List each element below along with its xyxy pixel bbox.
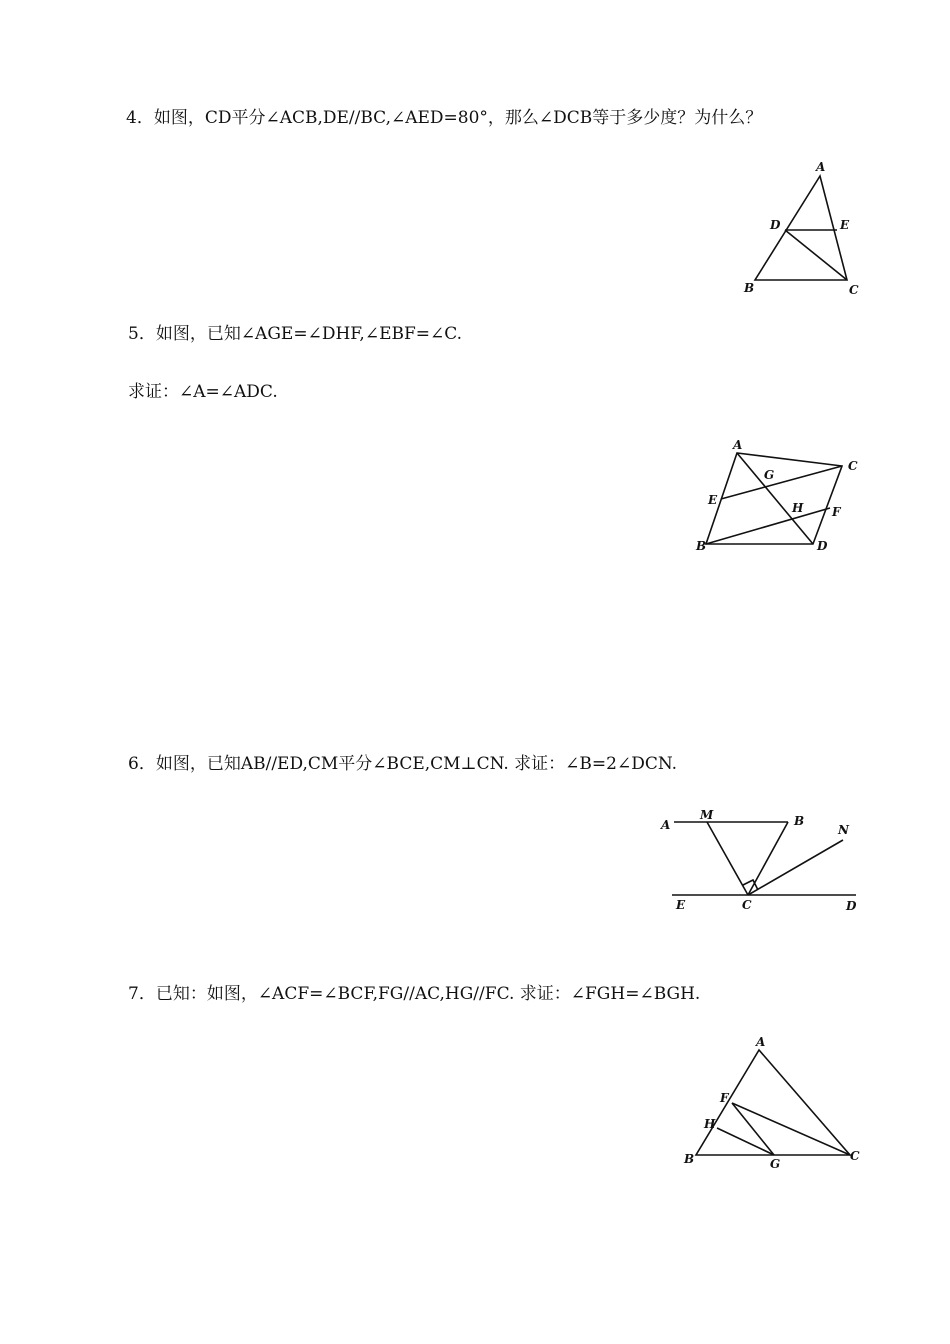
problem-5-text: 5．如图，已知∠AGE=∠DHF,∠EBF=∠C.: [128, 324, 463, 344]
parallel-lines-figure-6: [656, 805, 866, 915]
label-e: E: [676, 898, 686, 912]
problem-7-text: 7．已知：如图，∠ACF=∠BCF,FG//AC,HG//FC. 求证：∠FGH=∠BGH.: [128, 984, 701, 1004]
label-a: A: [816, 160, 826, 174]
label-n: N: [838, 823, 849, 837]
problem-5-figure: [690, 436, 870, 561]
label-a: A: [756, 1035, 766, 1049]
label-b: B: [744, 281, 755, 295]
segment-bf: [706, 508, 830, 544]
label-d: D: [770, 218, 781, 232]
segment-fc: [732, 1103, 850, 1155]
label-m: M: [700, 808, 714, 822]
segment-mc: [707, 822, 748, 895]
triangle-figure-7: [680, 1032, 870, 1172]
problem-7-figure: [680, 1032, 870, 1172]
triangle-figure-4: [730, 150, 880, 310]
label-b: B: [794, 814, 805, 828]
triangle-abc: [755, 176, 847, 280]
label-h: H: [704, 1117, 716, 1131]
problem-4-text: 4．如图，CD平分∠ACB,DE//BC,∠AED=80°，那么∠DCB等于多少度？为什么？: [126, 108, 763, 128]
label-d: D: [846, 899, 857, 913]
problem-5-prove: 求证：∠A=∠ADC.: [128, 382, 278, 402]
label-b: B: [696, 539, 707, 553]
label-h: H: [792, 501, 804, 515]
label-e: E: [840, 218, 850, 232]
label-e: E: [708, 493, 718, 507]
label-c: C: [848, 459, 858, 473]
label-a: A: [733, 438, 743, 452]
problem-6-text: 6．如图，已知AB//ED,CM平分∠BCE,CM⊥CN. 求证：∠B=2∠DCN.: [128, 754, 678, 774]
problem-4-figure: [730, 150, 880, 310]
label-c: C: [849, 283, 859, 297]
segment-fg: [732, 1103, 774, 1155]
problem-6-figure: [656, 805, 866, 915]
label-a: A: [661, 818, 671, 832]
label-g: G: [764, 468, 775, 482]
segment-hg: [717, 1128, 774, 1155]
label-d: D: [817, 539, 828, 553]
label-f: F: [832, 505, 841, 519]
label-c: C: [850, 1149, 860, 1163]
segment-dc: [785, 230, 847, 280]
segment-ad: [737, 453, 813, 544]
label-f: F: [720, 1091, 729, 1105]
label-b: B: [684, 1152, 695, 1166]
quadrilateral-figure-5: [690, 436, 870, 561]
label-g: G: [770, 1157, 781, 1171]
label-c: C: [742, 898, 752, 912]
segment-ec: [721, 466, 842, 499]
